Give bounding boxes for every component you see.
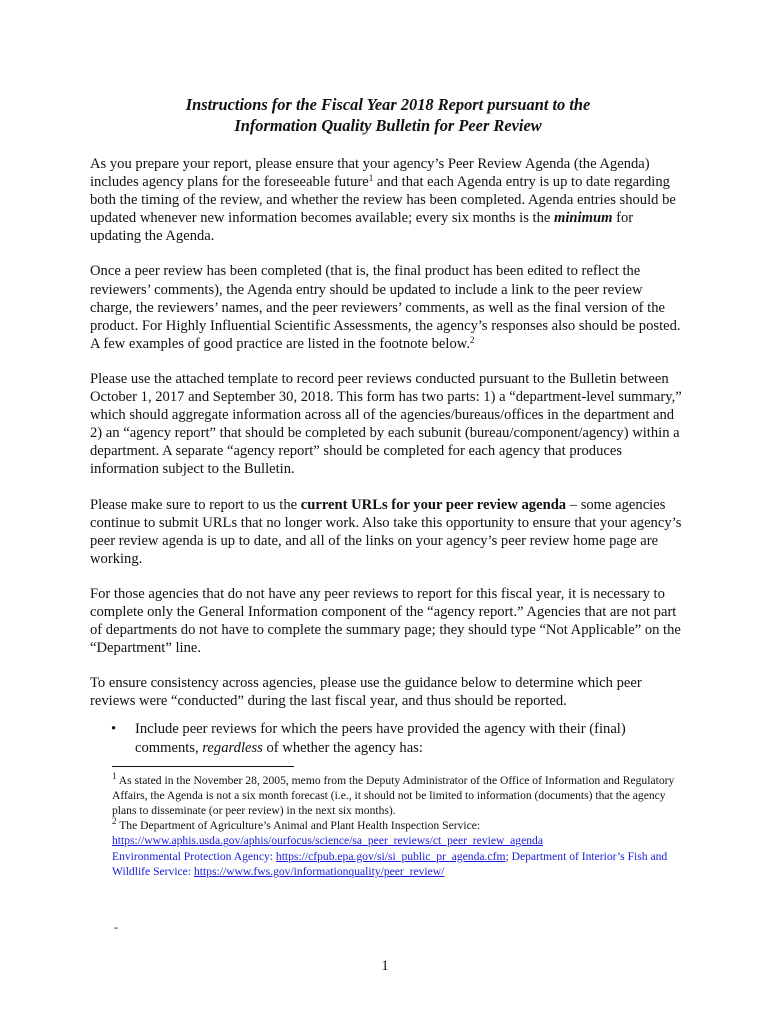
- title-line-1: Instructions for the Fiscal Year 2018 Report pursuant to the: [185, 95, 591, 114]
- footnotes: [112, 770, 692, 879]
- bullet-text-b: of whether the agency has:: [262, 739, 423, 756]
- epa-label: Environmental Protection Agency:: [112, 849, 276, 863]
- paragraph-agenda-text-b: and that each Agenda entry is up to date regarding both the timing of the review, and whether the review has been completed. Agenda entries should be updated whenever new information becomes available; every six months is the: [90, 174, 676, 227]
- paragraph-urls-text-a: Please make sure to report to us the: [90, 496, 301, 513]
- fws-link[interactable]: https://www.fws.gov/informationquality/peer_review/: [193, 864, 445, 878]
- bullet-text-a: Include peer reviews for which the peers have provided the agency with their (final) comments,: [135, 721, 626, 756]
- paragraph-completed-review: [90, 262, 686, 352]
- footnote-1: [112, 770, 692, 819]
- footnote-2-marker: 2: [112, 816, 117, 827]
- regardless-emphasis: regardless: [202, 739, 263, 756]
- paragraph-template: Please use the attached template to record peer reviews conducted pursuant to the Bulletin between October 1, 2017 and September 30, 2018. This form has two parts: 1) a “department-level summary,” which should aggregate information across all of the agencies/bureaus/offices in the department and 2) an “agency report” that should be completed by each subunit (bureau/component/agency) within a department. A separate “agency report” should be completed for each agency that produces information subject to the Bulletin.: [90, 370, 682, 478]
- stray-mark: -: [114, 920, 118, 934]
- footnote-2-text: The Department of Agriculture’s Animal and Plant Health Inspection Service:: [116, 819, 481, 833]
- paragraph-agenda-text-a: As you prepare your report, please ensure that your agency’s Peer Review Agenda (the Agenda) includes agency plans for the foreseeable future: [90, 156, 650, 191]
- document-title: [90, 94, 686, 136]
- footnote-1-text: As stated in the November 28, 2005, memo from the Deputy Administrator of the Office of Information and Regulatory Affairs, the Agenda is not a six month forecast (i.e., it should not be limited to information (documents) that the agency plans to disseminate (or peer review) in the next six months).: [112, 773, 675, 818]
- aphis-link[interactable]: https://www.aphis.usda.gov/aphis/ourfocus/science/sa_peer_reviews/ct_peer_review_agenda: [112, 834, 543, 848]
- current-urls-emphasis: current URLs for your peer review agenda: [300, 496, 567, 513]
- bullet-marker: •: [111, 721, 117, 738]
- footnote-ref-1[interactable]: 1: [368, 173, 374, 184]
- guidance-list: [90, 720, 686, 756]
- paragraph-urls: [90, 496, 686, 568]
- page-number: 1: [381, 958, 389, 974]
- footnote-ref-2[interactable]: 2: [470, 334, 475, 345]
- paragraph-consistency: To ensure consistency across agencies, please use the guidance below to determine which peer reviews were “conducted” during the last fiscal year, and thus should be reported.: [90, 675, 642, 710]
- paragraph-agenda: [90, 155, 686, 245]
- minimum-emphasis: minimum: [554, 210, 613, 227]
- paragraph-agenda-text-c: for updating the Agenda.: [90, 210, 634, 245]
- title-line-2: Information Quality Bulletin for Peer Review: [234, 116, 542, 135]
- epa-link[interactable]: https://cfpub.epa.gov/si/si_public_pr_agenda.cfm: [275, 849, 506, 863]
- document-page: [90, 94, 686, 879]
- fws-label: ; Department of Interior’s Fish and Wildlife Service:: [112, 849, 668, 878]
- footnote-2: [112, 818, 692, 879]
- footnote-1-marker: 1: [112, 770, 117, 781]
- footnote-separator: [112, 766, 294, 767]
- paragraph-urls-text-b: – some agencies continue to submit URLs that no longer work. Also take this opportunity to ensure that your agency’s peer review agenda is up to date, and all of the links on your agency’s peer review home page are working.: [90, 496, 682, 567]
- paragraph-completed-review-text: Once a peer review has been completed (that is, the final product has been edited to reflect the reviewers’ comments), the Agenda entry should be updated to include a link to the peer review charge, the reviewers’ names, and the peer reviewers’ comments, as well as the final version of the product. For Highly Influential Scientific Assessments, the agency’s responses also should be posted. A few examples of good practice are listed in the footnote below.: [90, 263, 681, 352]
- paragraph-no-reviews: For those agencies that do not have any peer reviews to report for this fiscal year, it is necessary to complete only the General Information component of the “agency report.” Agencies that are not part of departments do not have to complete the summary page; they should type “Not Applicable” on the “Department” line.: [90, 585, 681, 657]
- list-item: [111, 720, 686, 756]
